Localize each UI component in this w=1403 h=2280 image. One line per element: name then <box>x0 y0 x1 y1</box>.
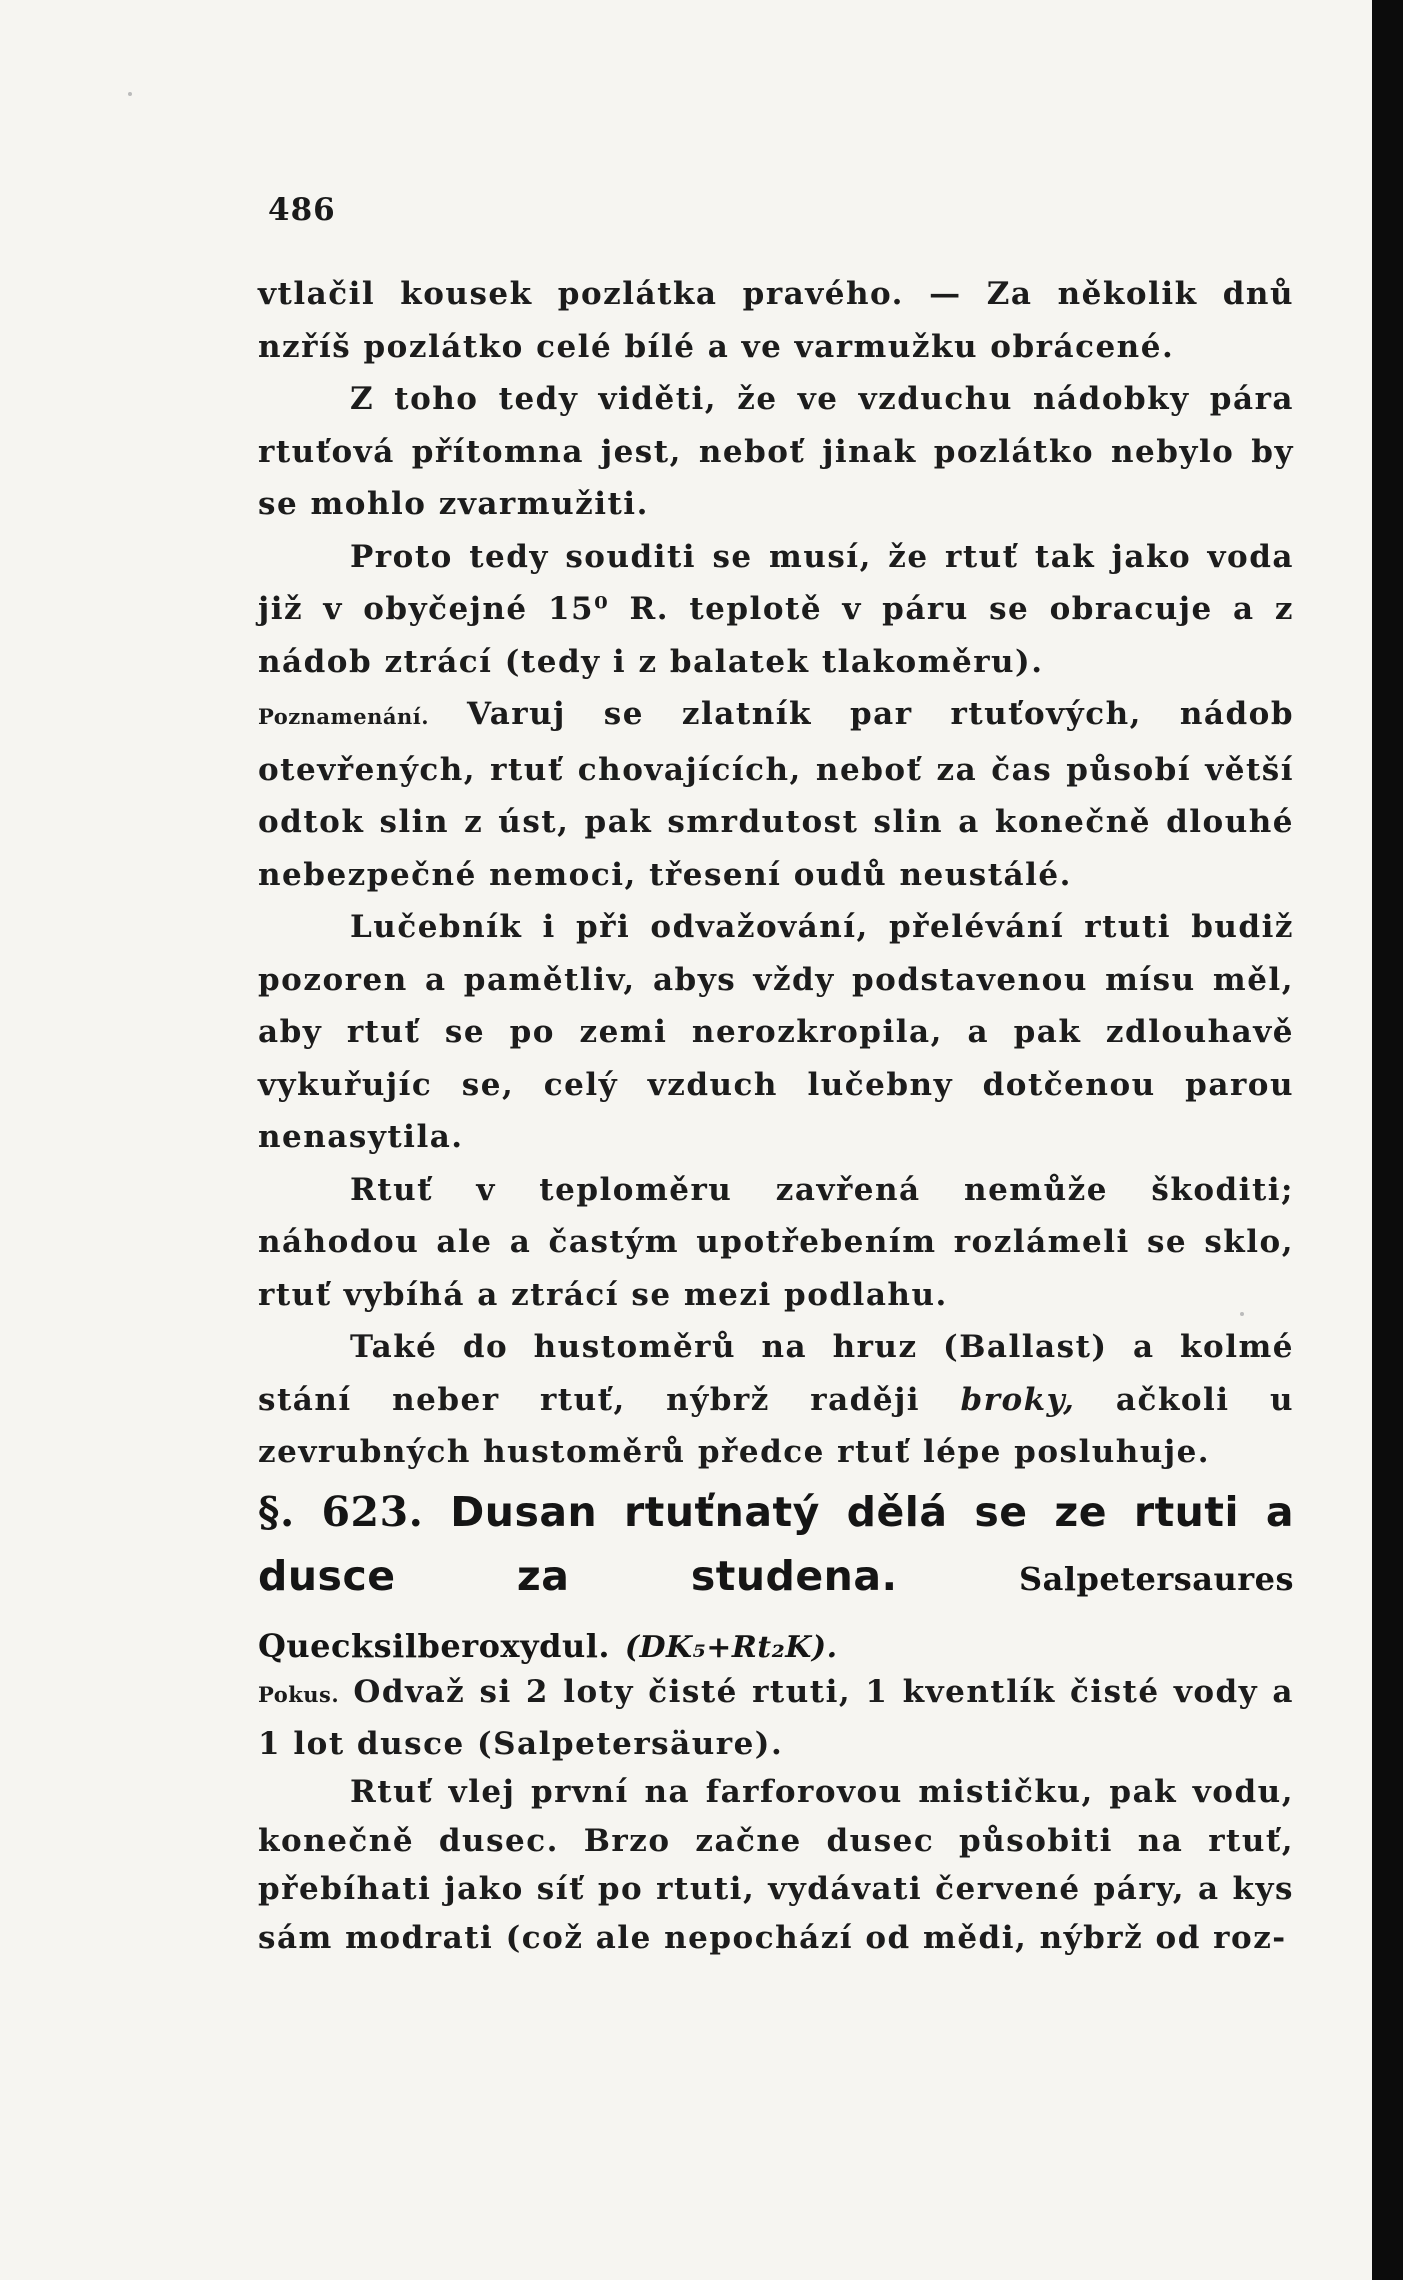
experiment-paragraph <box>258 1668 1294 1768</box>
paragraph-text: ačkoli u zevrubných hustoměrů předce rtuť lépe posluhuje. <box>258 1381 1295 1470</box>
paragraph <box>258 1164 1294 1322</box>
paragraph-text: Rtuť v teploměru zavřená nemůže škoditi; náhodou ale a častým upotřebením rozlámeli se sklo, rtuť vybíhá a ztrácí se mezi podlahu. <box>258 1171 1294 1313</box>
paper-speck <box>1240 1312 1244 1316</box>
italic-word: broky, <box>960 1381 1076 1418</box>
paragraph <box>258 531 1294 689</box>
paragraph-text: Lučebník i při odvažování, přelévání rtuti budiž pozoren a pamětliv, abys vždy podstavenou mísu měl, aby rtuť se po zemi nerozkropila, a pak zdlouhavě vykuřujíc se, celý vzduch lučebny dotčenou parou nenasytila. <box>258 909 1294 1155</box>
paragraph-text: Odvaž si 2 loty čisté rtuti, 1 kventlík čisté vody a 1 lot dusce (Salpetersäure). <box>258 1674 1294 1762</box>
note-paragraph <box>258 688 1294 901</box>
paragraph-text: vtlačil kousek pozlátka pravého. — Za několik dnů nzříš pozlátko celé bílé a ve varmužku obrácené. <box>258 276 1294 365</box>
paragraph-text: Varuj se zlatník par rtuťových, nádob otevřených, rtuť chovajících, neboť za čas působí větší odtok slin z úst, pak smrdutost slin a konečně dlouhé nebezpečné nemoci, třesení oudů neustálé. <box>258 696 1294 893</box>
paragraph-text: Proto tedy souditi se musí, že rtuť tak jako voda již v obyčejné 15⁰ R. teplotě v páru se obracuje a z nádob ztrácí (tedy i z balatek tlakoměru). <box>258 538 1294 680</box>
experiment-label: Pokus. <box>258 1682 340 1707</box>
paragraph-text: Rtuť vlej první na farforovou mističku, pak vodu, konečně dusec. Brzo začne dusec působiti na rtuť, přebíhati jako síť po rtuti, vydávati červené páry, a kys sám modrati (což ale nepochází od mědi, nýbrž od roz- <box>258 1774 1294 1956</box>
body-text-bottom <box>258 1668 1294 1962</box>
body-text-top <box>258 268 1294 1479</box>
section-german-name: Salpetersaures Quecksilberoxydul. <box>258 1560 1294 1665</box>
section-number: §. 623. <box>258 1488 424 1536</box>
paragraph-text: Z toho tedy viděti, že ve vzduchu nádobky pára rtuťová přítomna jest, neboť jinak pozlátko nebylo by se mohlo zvarmužiti. <box>258 381 1294 522</box>
paragraph <box>258 1321 1294 1479</box>
note-label: Poznamenání. <box>258 704 430 729</box>
paper-speck <box>128 92 132 96</box>
section-heading <box>258 1480 1294 1680</box>
paragraph <box>258 1768 1294 1962</box>
paragraph <box>258 373 1294 531</box>
page-number: 486 <box>268 192 336 228</box>
paragraph <box>258 268 1294 373</box>
section-formula: (DK₅+Rt₂K). <box>624 1630 838 1665</box>
paragraph <box>258 901 1294 1164</box>
section-title: Dusan rtuťnatý dělá se ze rtuti a dusce za studena. <box>258 1488 1295 1600</box>
paragraph-text: Také do hustoměrů na hruz (Ballast) a kolmé stání neber rtuť, nýbrž raději <box>258 1329 1294 1418</box>
scan-border <box>1372 0 1403 2280</box>
